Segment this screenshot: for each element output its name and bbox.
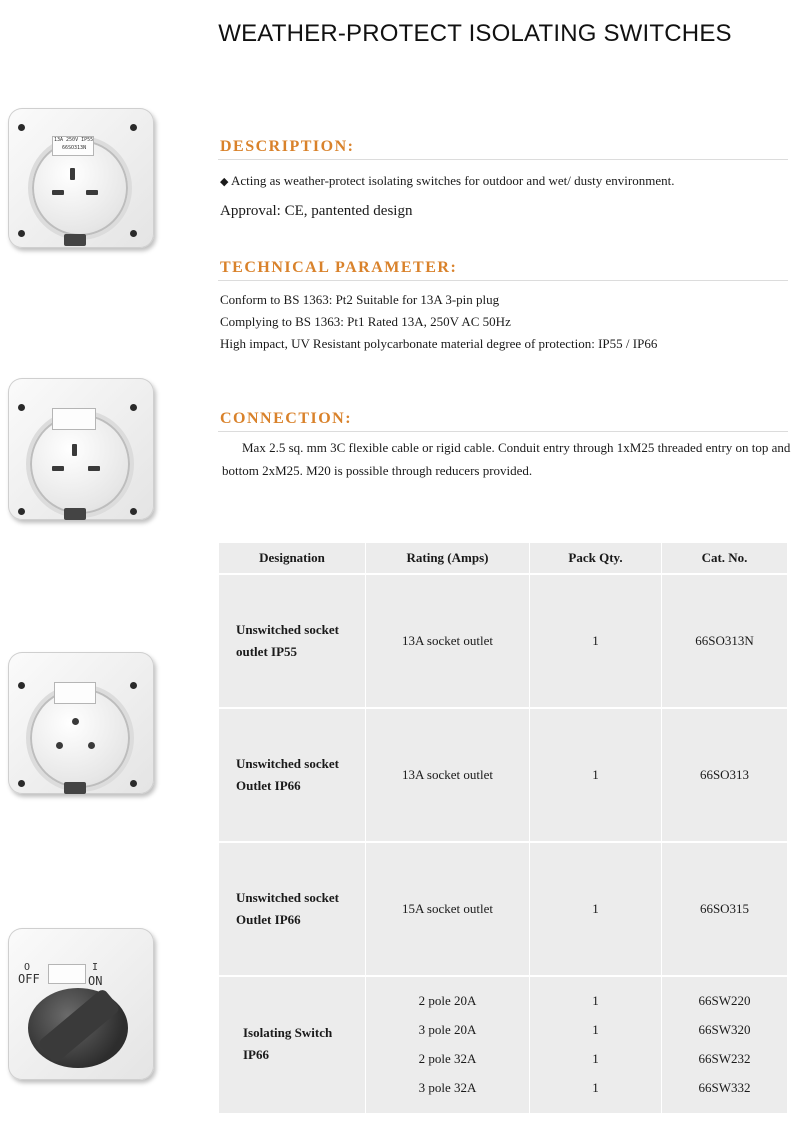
technical-heading: TECHNICAL PARAMETER: xyxy=(220,259,458,276)
description-text: Acting as weather-protect isolating switches for outdoor and wet/ dusty environment. xyxy=(231,173,675,188)
table-cell-rating: 13A socket outlet xyxy=(402,633,493,648)
switch-o-label: O xyxy=(24,962,31,973)
header-rating: Rating (Amps) xyxy=(406,550,489,565)
connection-heading: CONNECTION: xyxy=(220,410,353,427)
product-image-socket-ip66 xyxy=(8,378,156,526)
rating-line: 3 pole 20A xyxy=(418,1022,477,1037)
cat-line: 66SW332 xyxy=(698,1080,751,1095)
table-cell-qty: 1 xyxy=(592,901,599,916)
table-row-designation xyxy=(236,887,339,931)
header-cat-no: Cat. No. xyxy=(701,550,748,565)
designation-line: outlet IP55 xyxy=(236,644,298,659)
cat-line: 66SW232 xyxy=(698,1051,751,1066)
diamond-bullet-icon: ◆ xyxy=(220,176,229,188)
table-cell-rating: 13A socket outlet xyxy=(402,767,493,782)
table-cell-rating: 15A socket outlet xyxy=(402,901,493,916)
rating-line: 3 pole 32A xyxy=(418,1080,477,1095)
technical-line: Conform to BS 1363: Pt2 Suitable for 13A 3-pin plug xyxy=(220,292,500,307)
technical-line: Complying to BS 1363: Pt1 Rated 13A, 250V AC 50Hz xyxy=(220,314,511,329)
divider xyxy=(218,431,788,432)
qty-line: 1 xyxy=(592,1051,599,1066)
rating-line: 2 pole 20A xyxy=(418,993,477,1008)
switch-i-label: I xyxy=(92,962,99,973)
description-bullet xyxy=(220,171,674,192)
designation-line: Unswitched socket xyxy=(236,622,339,637)
header-designation: Designation xyxy=(259,550,325,565)
designation-line: Unswitched socket xyxy=(236,756,339,771)
table-cell-cat-list xyxy=(662,986,787,1102)
table-cell-qty: 1 xyxy=(592,633,599,648)
socket-label-rating: 13A 250V IP55 xyxy=(54,137,94,143)
product-table xyxy=(219,543,787,1113)
cat-line: 66SW220 xyxy=(698,993,751,1008)
designation-line: IP66 xyxy=(243,1047,269,1062)
socket-label-catno: 66SO313N xyxy=(62,145,87,151)
table-cell-qty-list xyxy=(530,986,661,1102)
qty-line: 1 xyxy=(592,1022,599,1037)
table-row-designation xyxy=(243,1022,332,1066)
description-heading: DESCRIPTION: xyxy=(220,138,355,155)
product-image-socket-ip55 xyxy=(8,108,156,256)
cat-line: 66SW320 xyxy=(698,1022,751,1037)
qty-line: 1 xyxy=(592,1080,599,1095)
switch-off-label: OFF xyxy=(18,972,40,986)
product-image-isolating-switch xyxy=(8,928,158,1088)
table-cell-rating-list xyxy=(366,986,529,1102)
table-cell-cat: 66SO313 xyxy=(699,767,750,782)
table-cell-cat: 66SO315 xyxy=(699,901,750,916)
technical-line: High impact, UV Resistant polycarbonate material degree of protection: IP55 / IP66 xyxy=(220,336,658,351)
switch-on-label: ON xyxy=(88,974,103,988)
table-cell-cat: 66SO313N xyxy=(695,633,754,648)
connection-text: Max 2.5 sq. mm 3C flexible cable or rigid cable. Conduit entry through 1xM25 threaded entry on top and bottom 2xM25. M20 is possible through reducers provided. xyxy=(222,440,791,478)
rating-line: 2 pole 32A xyxy=(418,1051,477,1066)
table-cell-qty: 1 xyxy=(592,767,599,782)
header-pack-qty: Pack Qty. xyxy=(568,550,623,565)
table-row-designation xyxy=(236,619,339,663)
designation-line: Outlet IP66 xyxy=(236,778,301,793)
table-row-designation xyxy=(236,753,339,797)
divider xyxy=(218,159,788,160)
designation-line: Isolating Switch xyxy=(243,1025,333,1040)
approval-text: Approval: CE, pantented design xyxy=(220,203,413,219)
designation-line: Unswitched socket xyxy=(236,890,339,905)
divider xyxy=(218,280,788,281)
qty-line: 1 xyxy=(592,993,599,1008)
page-title: WEATHER-PROTECT ISOLATING SWITCHES xyxy=(218,20,732,47)
product-image-socket-15a xyxy=(8,652,156,800)
designation-line: Outlet IP66 xyxy=(236,912,301,927)
